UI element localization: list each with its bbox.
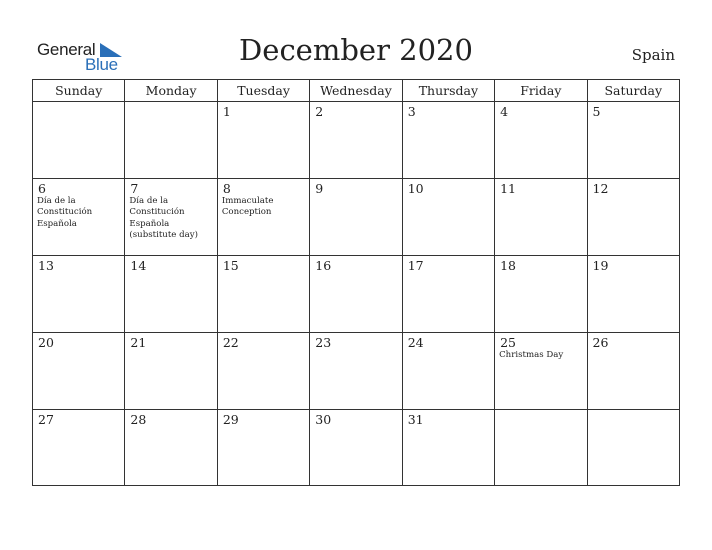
holiday-label: Día de la Constitución Española (substitute day) <box>129 196 198 240</box>
weekday-header-saturday: Saturday <box>587 80 679 102</box>
day-number: 18 <box>500 258 517 273</box>
day-cell <box>495 179 587 256</box>
day-cell <box>217 102 309 179</box>
weekday-header-tuesday: Tuesday <box>217 80 309 102</box>
day-number: 22 <box>222 335 239 350</box>
day-number: 16 <box>315 258 332 273</box>
day-cell <box>587 333 679 410</box>
day-number: 12 <box>592 181 609 196</box>
day-number: 9 <box>315 181 324 196</box>
day-number: 23 <box>315 335 332 350</box>
day-number: 5 <box>592 104 601 119</box>
day-number <box>495 410 586 413</box>
day-number <box>588 410 679 413</box>
logo-word-general: General <box>37 40 96 59</box>
calendar-grid <box>32 79 680 486</box>
calendar-title: December 2020 <box>239 33 473 67</box>
day-number: 4 <box>500 104 509 119</box>
weekday-header-row <box>33 80 680 102</box>
day-number: 10 <box>407 181 424 196</box>
day-cell <box>495 410 587 486</box>
day-cell <box>33 410 125 486</box>
day-number: 1 <box>222 104 231 119</box>
day-number: 8 <box>222 181 231 196</box>
day-cell <box>125 102 217 179</box>
day-number: 24 <box>407 335 424 350</box>
week-row <box>33 256 680 333</box>
weekday-header-friday: Friday <box>495 80 587 102</box>
day-number: 17 <box>407 258 424 273</box>
day-cell <box>310 179 402 256</box>
day-cell <box>310 102 402 179</box>
day-number: 6 <box>38 181 46 196</box>
day-cell <box>33 333 125 410</box>
day-number: 20 <box>38 335 54 350</box>
day-number: 28 <box>130 412 147 427</box>
day-number: 2 <box>315 104 324 119</box>
day-cell <box>217 333 309 410</box>
day-cell <box>217 256 309 333</box>
weekday-header-monday: Monday <box>125 80 217 102</box>
logo-word-blue: Blue <box>85 55 118 74</box>
day-cell <box>125 256 217 333</box>
day-cell <box>402 256 494 333</box>
day-cell <box>587 410 679 486</box>
day-cell <box>217 179 309 256</box>
holiday-label: Immaculate Conception <box>221 196 274 218</box>
day-cell <box>587 256 679 333</box>
day-cell <box>33 256 125 333</box>
holiday-label: Día de la Constitución Española <box>37 196 93 229</box>
day-cell <box>402 410 494 486</box>
day-number: 13 <box>38 258 54 273</box>
day-cell <box>125 179 217 256</box>
day-cell <box>125 333 217 410</box>
day-number: 31 <box>407 412 424 427</box>
day-cell <box>402 179 494 256</box>
day-number: 3 <box>407 104 416 119</box>
day-number: 29 <box>222 412 239 427</box>
week-row <box>33 410 680 486</box>
day-number: 14 <box>130 258 147 273</box>
day-number: 19 <box>592 258 609 273</box>
day-cell <box>217 410 309 486</box>
day-cell <box>402 333 494 410</box>
day-number <box>33 102 124 105</box>
day-cell <box>310 256 402 333</box>
weekday-header-thursday: Thursday <box>402 80 494 102</box>
day-cell <box>125 410 217 486</box>
day-number: 21 <box>130 335 147 350</box>
day-cell <box>33 179 125 256</box>
day-cell <box>310 410 402 486</box>
day-cell <box>402 102 494 179</box>
day-number: 26 <box>592 335 609 350</box>
day-cell <box>33 102 125 179</box>
day-number: 11 <box>500 181 517 196</box>
day-number: 30 <box>315 412 332 427</box>
weekday-header-sunday: Sunday <box>33 80 125 102</box>
day-cell <box>495 333 587 410</box>
country-label: Spain <box>631 46 675 64</box>
day-cell <box>495 256 587 333</box>
day-number: 7 <box>130 181 139 196</box>
holiday-label: Christmas Day <box>499 350 564 360</box>
day-number <box>125 102 216 105</box>
week-row <box>33 333 680 410</box>
day-cell <box>587 102 679 179</box>
day-number: 15 <box>222 258 239 273</box>
day-number: 27 <box>38 412 54 427</box>
week-row <box>33 102 680 179</box>
day-number: 25 <box>500 335 517 350</box>
weekday-header-wednesday: Wednesday <box>310 80 402 102</box>
day-cell <box>495 102 587 179</box>
day-cell <box>310 333 402 410</box>
day-cell <box>587 179 679 256</box>
week-row <box>33 179 680 256</box>
